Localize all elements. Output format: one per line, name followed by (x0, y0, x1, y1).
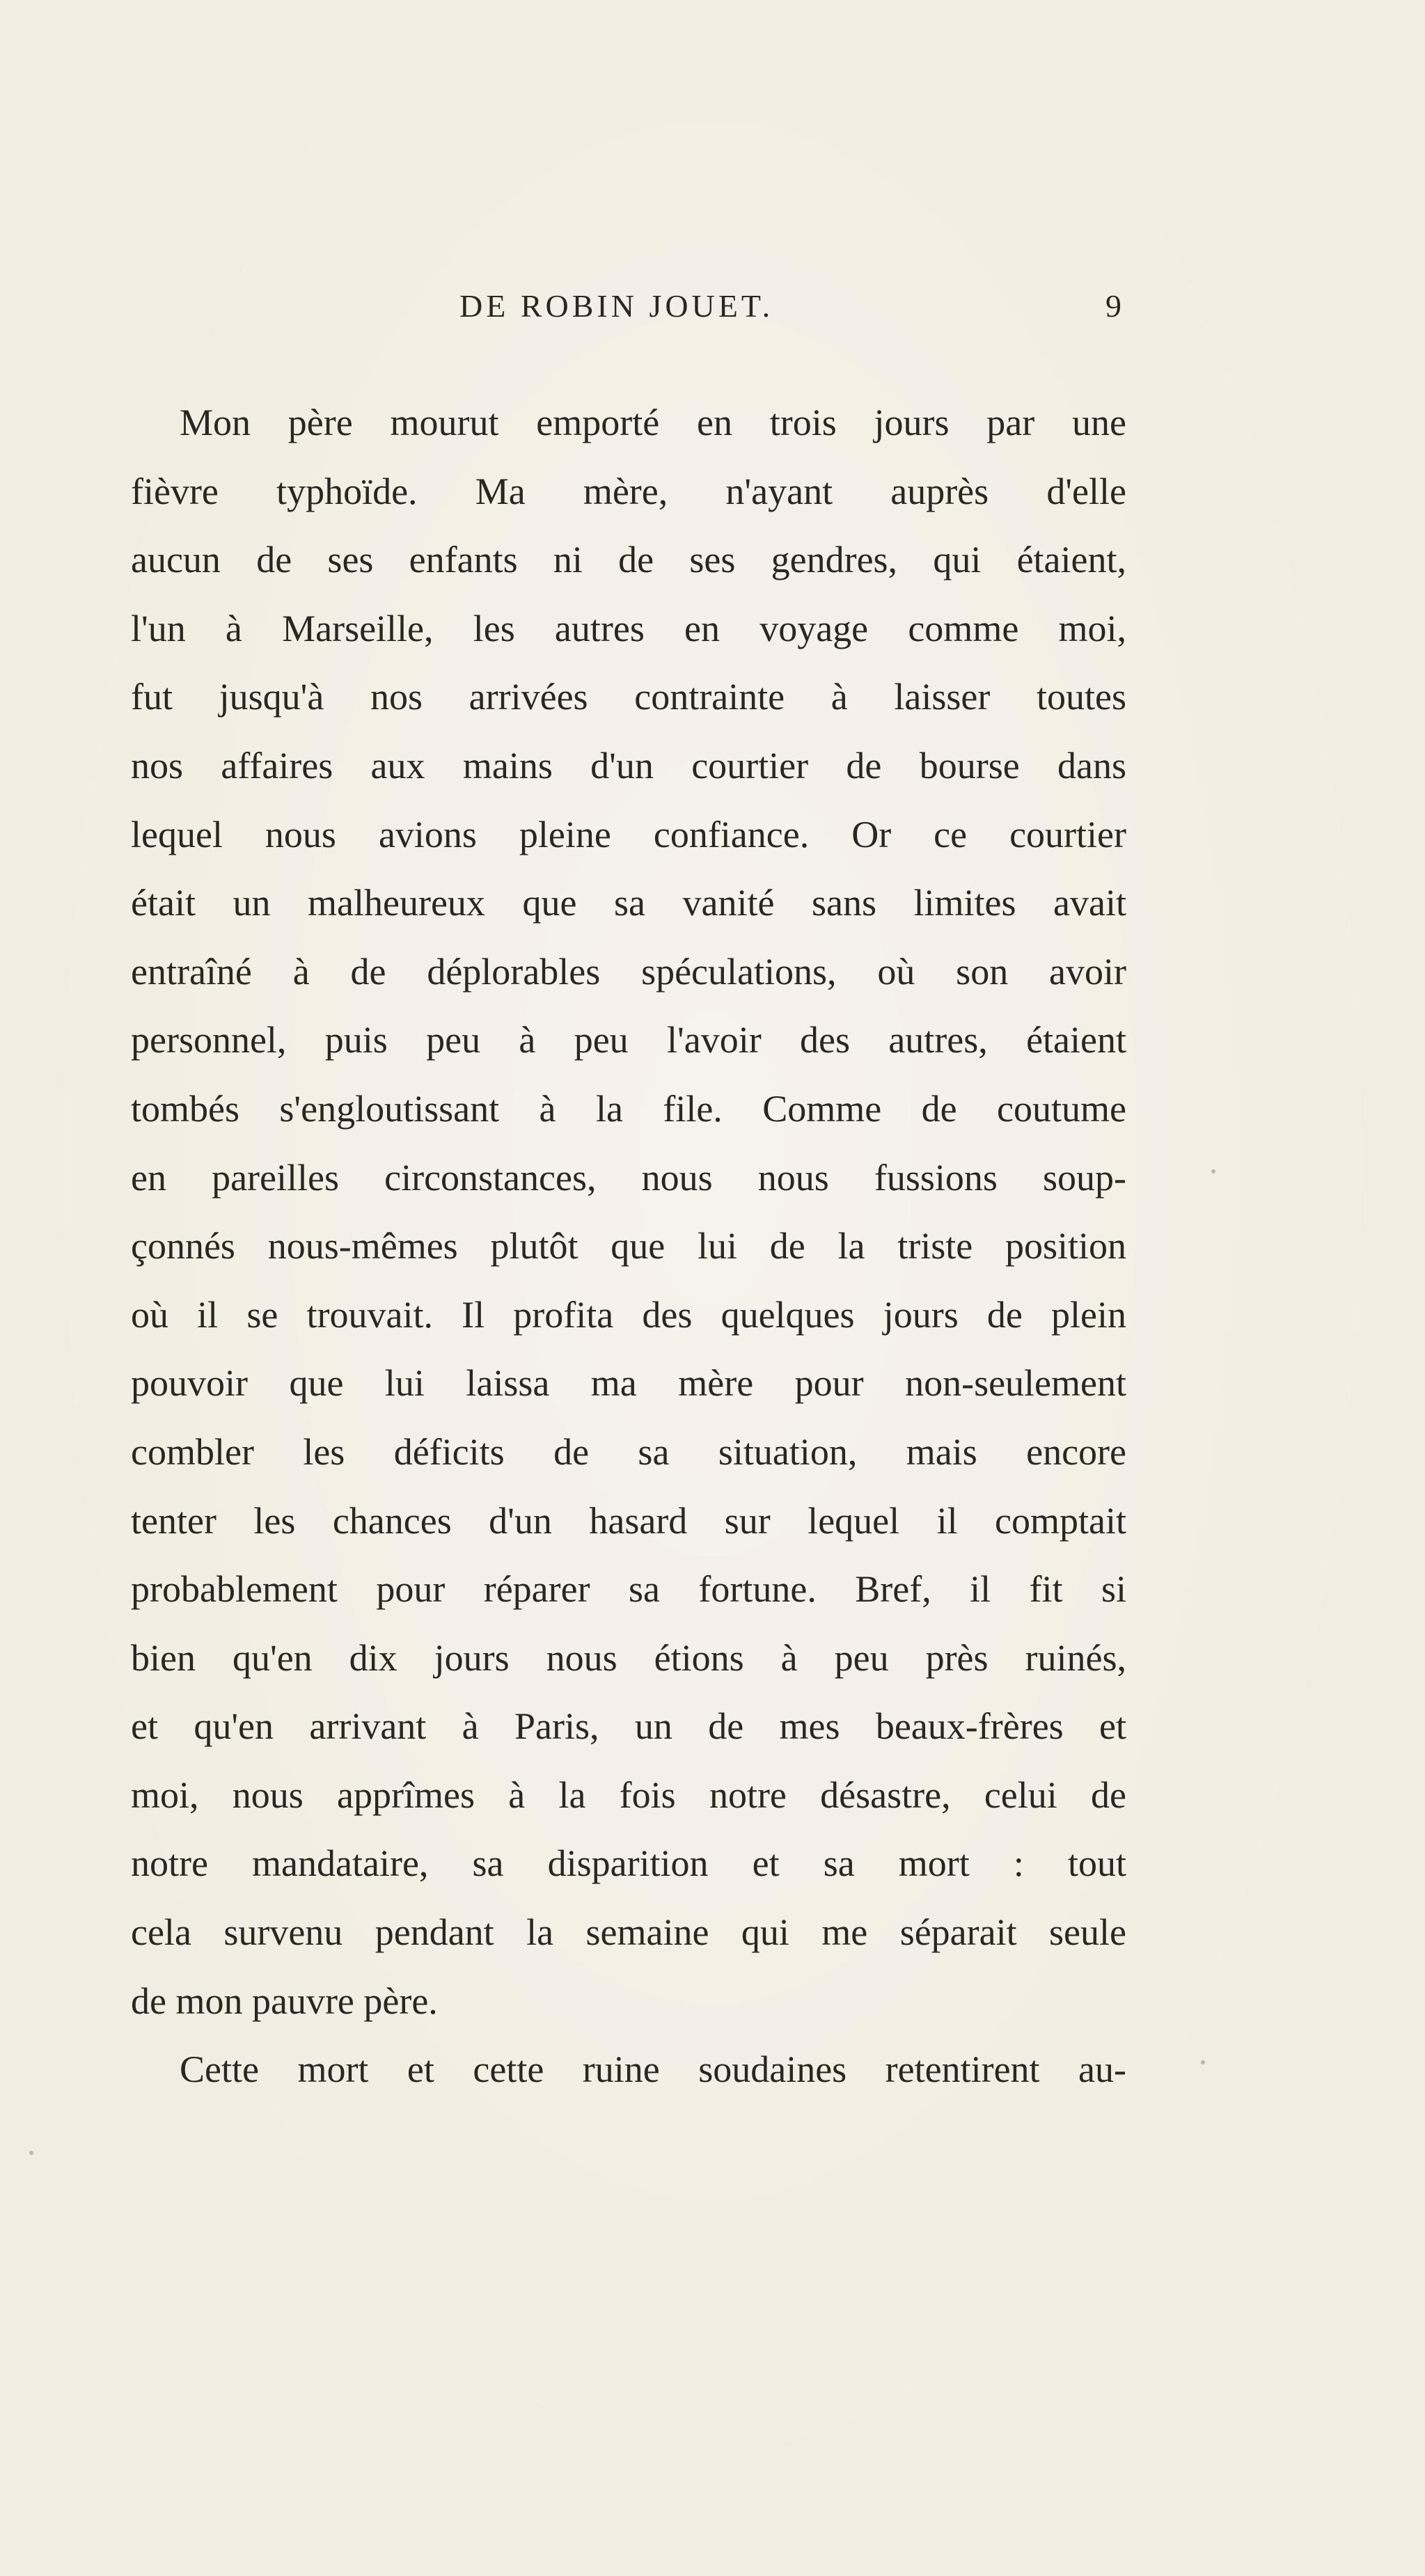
paper-speck (1201, 2060, 1205, 2064)
text-line: personnel, puis peu à peu l'avoir des autres, étaient (131, 1019, 1126, 1061)
text-line: notre mandataire, sa disparition et sa mort : tout (131, 1842, 1126, 1885)
text-line: lequel nous avions pleine confiance. Or ce courtier (131, 813, 1126, 855)
text-line: fut jusqu'à nos arrivées contrainte à laisser toutes (131, 676, 1126, 718)
text-line: cela survenu pendant la semaine qui me séparait seule (131, 1911, 1126, 1954)
text-line: l'un à Marseille, les autres en voyage comme moi, (131, 607, 1126, 649)
text-line: bien qu'en dix jours nous étions à peu près ruinés, (131, 1636, 1126, 1679)
body-text (131, 388, 1126, 2104)
text-line: combler les déficits de sa situation, mais encore (131, 1430, 1126, 1473)
text-line: de mon pauvre père. (131, 1980, 438, 2022)
text-line: entraîné à de déplorables spéculations, où son avoir (131, 950, 1126, 993)
text-line: tombés s'engloutissant à la file. Comme de coutume (131, 1087, 1126, 1130)
text-line: et qu'en arrivant à Paris, un de mes beaux-frères et (131, 1705, 1126, 1748)
text-line: était un malheureux que sa vanité sans limites avait (131, 882, 1126, 924)
text-line: Mon père mourut emporté en trois jours par une (180, 402, 1126, 443)
running-head (459, 282, 1156, 331)
text-line: Cette mort et cette ruine soudaines retentirent au- (180, 2048, 1126, 2091)
text-line: çonnés nous-mêmes plutôt que lui de la triste position (131, 1225, 1126, 1267)
text-line: fièvre typhoïde. Ma mère, n'ayant auprès d'elle (131, 470, 1126, 512)
running-title: DE ROBIN JOUET. (459, 288, 774, 324)
paper-speck (29, 2151, 33, 2155)
text-line: aucun de ses enfants ni de ses gendres, qui étaient, (131, 539, 1126, 581)
paper-speck (1211, 1169, 1215, 1174)
text-line: moi, nous apprîmes à la fois notre désastre, celui de (131, 1773, 1126, 1816)
text-line: en pareilles circonstances, nous nous fussions soup- (131, 1156, 1126, 1199)
text-line: pouvoir que lui laissa ma mère pour non-seulement (131, 1362, 1126, 1405)
page-number: 9 (1105, 288, 1125, 324)
text-line: où il se trouvait. Il profita des quelques jours de plein (131, 1293, 1126, 1336)
text-line: probablement pour réparer sa fortune. Bref, il fit si (131, 1568, 1126, 1611)
text-line: nos affaires aux mains d'un courtier de bourse dans (131, 744, 1126, 787)
text-line: tenter les chances d'un hasard sur lequel il comptait (131, 1499, 1126, 1542)
